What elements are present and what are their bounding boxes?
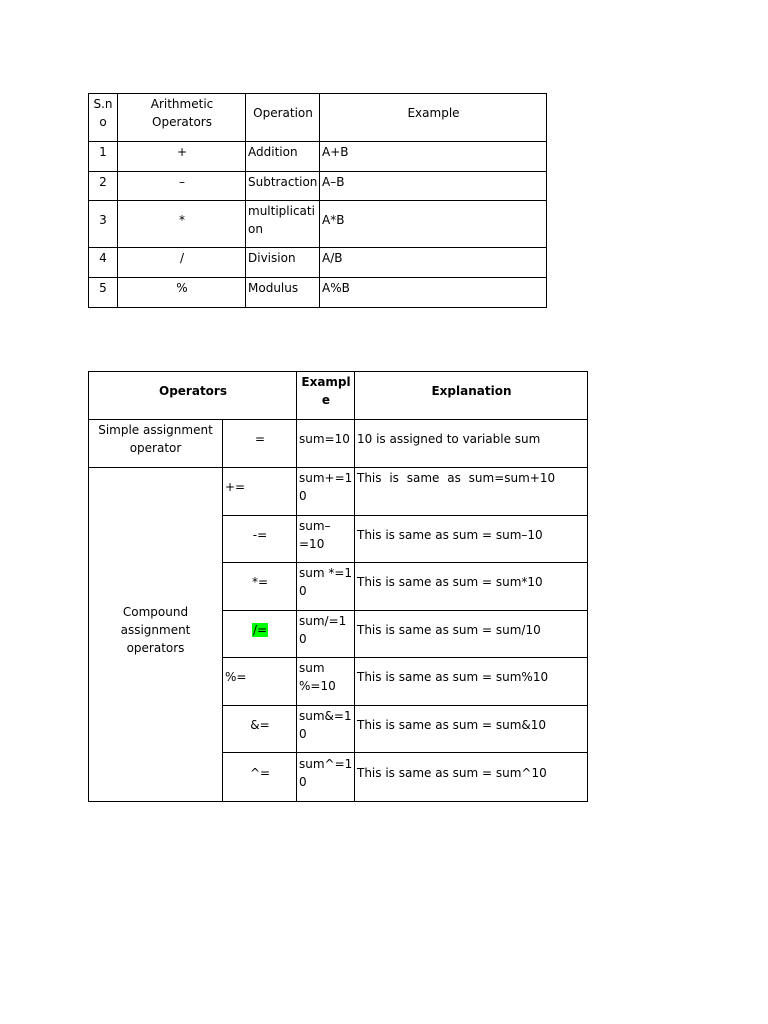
cell-explanation: This is same as sum = sum/10 — [355, 611, 588, 658]
header-arithmetic-operators: Arithmetic Operators — [118, 94, 246, 142]
cell-explanation: This is same as sum=sum+10 — [355, 468, 588, 516]
cell-operator: / — [118, 248, 246, 278]
table-row — [89, 172, 547, 201]
cell-operation: Division — [246, 248, 320, 278]
cell-example: sum %=10 — [297, 658, 355, 706]
table-row — [89, 468, 588, 516]
cell-sno: 3 — [89, 201, 118, 248]
cell-example: sum=10 — [297, 420, 355, 468]
cell-explanation: This is same as sum = sum^10 — [355, 753, 588, 802]
cell-sno: 1 — [89, 142, 118, 172]
header-example: Example — [297, 372, 355, 420]
cell-operator: * — [118, 201, 246, 248]
cell-explanation: This is same as sum = sum–10 — [355, 516, 588, 563]
cell-example: sum–=10 — [297, 516, 355, 563]
table-row — [89, 142, 547, 172]
cell-operator: % — [118, 278, 246, 308]
cell-operation: Addition — [246, 142, 320, 172]
cell-operator: -= — [223, 516, 297, 563]
cell-operator: *= — [223, 563, 297, 611]
cell-example: A–B — [320, 172, 547, 201]
cell-sno: 2 — [89, 172, 118, 201]
header-operators: Operators — [89, 372, 297, 420]
table-row — [89, 278, 547, 308]
arithmetic-operators-table — [88, 93, 547, 308]
cell-operation: multiplication — [246, 201, 320, 248]
table-row — [89, 201, 547, 248]
cell-operator — [223, 611, 297, 658]
cell-operator: &= — [223, 706, 297, 753]
cell-example: sum *=10 — [297, 563, 355, 611]
highlighted-operator: /= — [252, 622, 268, 637]
cell-example: A*B — [320, 201, 547, 248]
cell-operator: += — [223, 468, 297, 516]
cell-example: A%B — [320, 278, 547, 308]
cell-example: sum^=10 — [297, 753, 355, 802]
table-header-row — [89, 372, 588, 420]
table-header-row — [89, 94, 547, 142]
cell-operator-category: Compound assignment operators — [89, 468, 223, 802]
cell-example: sum/=10 — [297, 611, 355, 658]
header-sno: S.no — [89, 94, 118, 142]
cell-explanation: This is same as sum = sum*10 — [355, 563, 588, 611]
cell-example: A+B — [320, 142, 547, 172]
cell-operator: ^= — [223, 753, 297, 802]
table-row — [89, 248, 547, 278]
cell-operator: %= — [223, 658, 297, 706]
cell-operation: Subtraction — [246, 172, 320, 201]
header-operation: Operation — [246, 94, 320, 142]
cell-operation: Modulus — [246, 278, 320, 308]
cell-explanation: This is same as sum = sum%10 — [355, 658, 588, 706]
cell-explanation: This is same as sum = sum&10 — [355, 706, 588, 753]
cell-sno: 5 — [89, 278, 118, 308]
cell-example: A/B — [320, 248, 547, 278]
cell-operator-category: Simple assignment operator — [89, 420, 223, 468]
assignment-operators-table — [88, 371, 588, 802]
cell-explanation: 10 is assigned to variable sum — [355, 420, 588, 468]
header-explanation: Explanation — [355, 372, 588, 420]
cell-operator: = — [223, 420, 297, 468]
cell-operator: – — [118, 172, 246, 201]
cell-operator: + — [118, 142, 246, 172]
header-example: Example — [320, 94, 547, 142]
cell-sno: 4 — [89, 248, 118, 278]
cell-example: sum+=10 — [297, 468, 355, 516]
table-row-simple-assignment — [89, 420, 588, 468]
cell-example: sum&=10 — [297, 706, 355, 753]
